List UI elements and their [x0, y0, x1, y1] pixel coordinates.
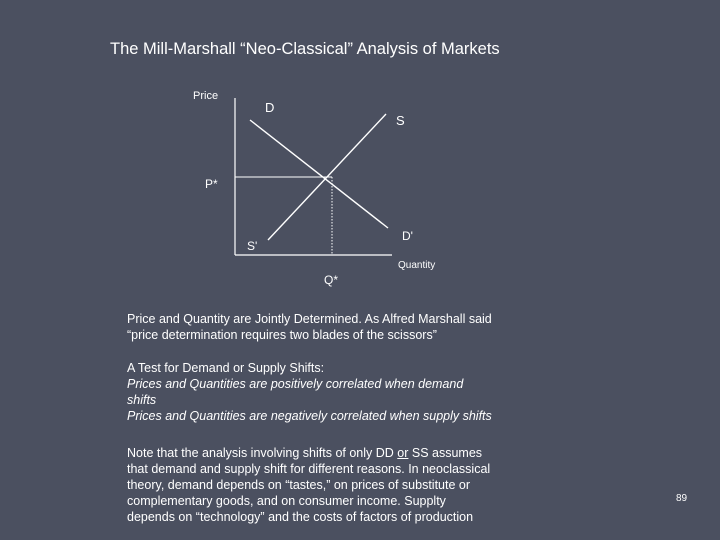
slide-title: The Mill-Marshall “Neo-Classical” Analysis of Markets [110, 40, 500, 58]
demand-curve [250, 120, 388, 228]
paragraph3-line3: theory, demand depends on “tastes,” on prices of substitute or [127, 478, 471, 492]
paragraph3-line1-a: Note that the analysis involving shifts of only DD [127, 446, 398, 460]
paragraph-shift-test [127, 360, 492, 424]
supply-label-bottom: S' [247, 239, 258, 253]
paragraph2-line3: Prices and Quantities are negatively correlated when supply shifts [127, 409, 492, 423]
y-axis-label: Price [193, 90, 219, 102]
demand-label-bottom: D' [402, 229, 413, 243]
demand-label-top: D [265, 100, 275, 115]
paragraph3-line1 [127, 445, 490, 461]
paragraph-note [127, 445, 490, 525]
paragraph2-heading: A Test for Demand or Supply Shifts: [127, 361, 325, 375]
paragraph2-line2: shifts [127, 393, 157, 407]
paragraph2-line1: Prices and Quantities are positively correlated when demand [127, 377, 464, 391]
paragraph3-line5: depends on “technology” and the costs of factors of production [127, 510, 474, 524]
supply-label-top: S [396, 113, 405, 128]
paragraph3-line2: that demand and supply shift for different reasons. In neoclassical [127, 462, 491, 476]
price-equilibrium-label: P* [205, 177, 218, 191]
paragraph3-line1-or: or [397, 446, 409, 460]
paragraph3-line1-c: SS assumes [408, 446, 483, 460]
paragraph1-line1: Price and Quantity are Jointly Determined. As Alfred Marshall said [127, 312, 492, 326]
paragraph1-line2: “price determination requires two blades of the scissors” [127, 328, 437, 342]
paragraph3-line4: complementary goods, and on consumer income. Supplty [127, 494, 446, 508]
paragraph-joint-determination [127, 311, 492, 343]
page-number: 89 [676, 493, 688, 504]
x-axis-label: Quantity [398, 260, 436, 271]
quantity-equilibrium-label: Q* [324, 273, 339, 287]
